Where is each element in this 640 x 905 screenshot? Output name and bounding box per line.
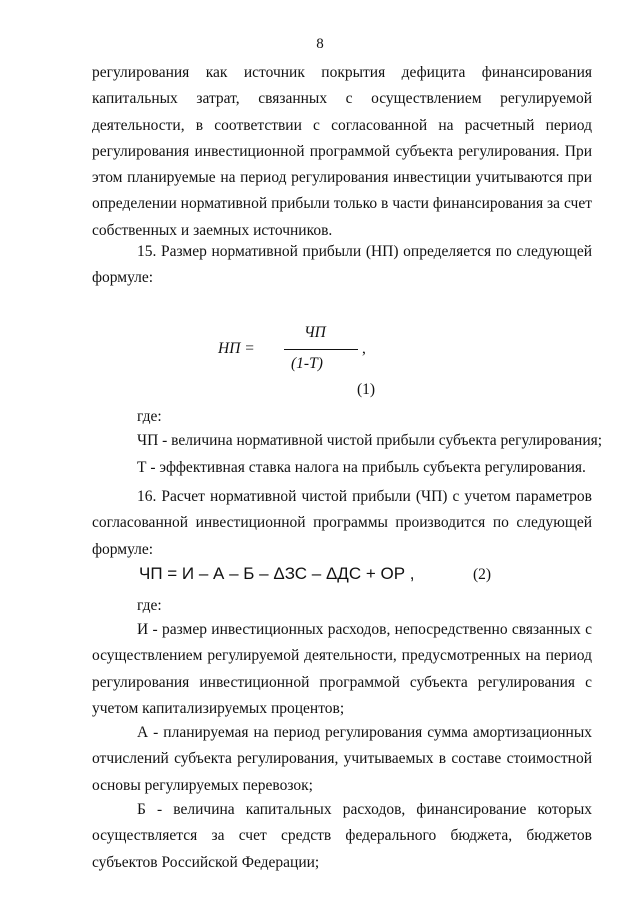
paragraph-15: 15. Размер нормативной прибыли (НП) определяется по следующей формуле: (92, 243, 592, 287)
definition-a: А - планируемая на период регулирования сумма амортизационных отчислений субъекта регулирования, учитываемых в составе стоимостной основы регулируемых перевозок; (92, 724, 592, 794)
formula-1-numerator: ЧП (304, 324, 326, 341)
definition-t: Т - эффективная ставка налога на прибыль субъекта регулирования. (137, 459, 586, 476)
formula-1-denominator: (1-Т) (291, 355, 323, 372)
definition-b: Б - величина капитальных расходов, финансирование которых осуществляется за счет средств федерального бюджета, бюджетов субъектов Российской Федерации; (92, 801, 592, 871)
formula-2-expression: ЧП = И – А – Б – ΔЗС – ΔДС + ОР , (139, 564, 415, 583)
page-number: 8 (316, 36, 324, 52)
formula-2-number: (2) (473, 566, 492, 583)
paragraph-continuation: регулирования как источник покрытия дефицита финансирования капитальных затрат, связанных с осуществлением регулируемой деятельности, в соответствии с согласованной на расчетный период регулирования инвестиционной программой субъекта регулирования. При этом планируемые на период регулирования инвестиции учитываются при определении нормативной прибыли только в части финансирования за счет собственных и заемных источников. (92, 64, 592, 239)
formula-1-comma: , (362, 340, 366, 357)
fraction-bar (284, 349, 358, 350)
definition-chp: ЧП - величина нормативной чистой прибыли субъекта регулирования; (137, 432, 603, 449)
where-label-2: где: (137, 597, 162, 614)
definition-i: И - размер инвестиционных расходов, непосредственно связанных с осуществлением регулируемой деятельности, предусмотренных на период регулирования инвестиционной программой субъекта регулирования с учетом капитализируемых процентов; (92, 621, 592, 717)
formula-1-lhs: НП = (218, 340, 255, 357)
formula-1-number: (1) (357, 381, 376, 398)
where-label-1: где: (137, 408, 162, 425)
paragraph-16: 16. Расчет нормативной чистой прибыли (ЧП) с учетом параметров согласованной инвестиционной программы производится по следующей формуле: (92, 488, 592, 558)
